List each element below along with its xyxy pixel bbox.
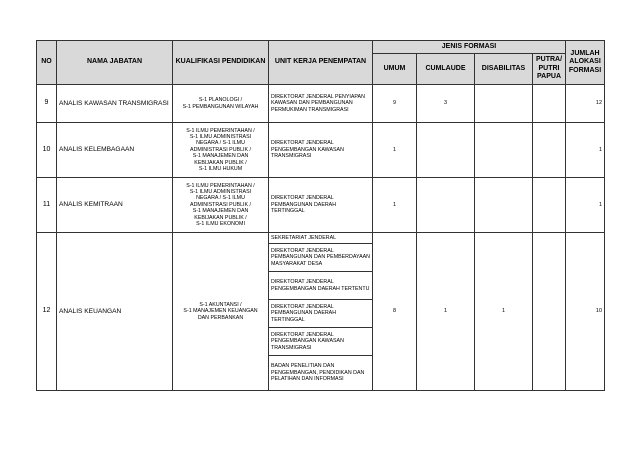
row-disabilitas — [475, 85, 533, 123]
row-unit-kerja: DIREKTORAT JENDERAL PEMBANGUNAN DAERAH TERTINGGAL — [269, 300, 373, 328]
header-jenis-formasi: JENIS FORMASI — [373, 41, 566, 54]
row-unit-kerja: DIREKTORAT JENDERAL PEMBANGUNAN DAERAH TERTINGGAL — [269, 178, 373, 233]
kualifikasi-line: NEGARA / S-1 ILMU — [196, 195, 245, 202]
row-nama-jabatan: ANALIS KEUANGAN — [57, 233, 173, 391]
header-kualifikasi: KUALIFIKASI PENDIDIKAN — [173, 41, 269, 85]
row-disabilitas — [475, 123, 533, 178]
row-umum: 1 — [373, 123, 417, 178]
kualifikasi-line: S-1 PEMBANGUNAN WILAYAH — [182, 103, 259, 110]
row-umum: 8 — [373, 233, 417, 391]
row-disabilitas — [475, 178, 533, 233]
row-no: 11 — [37, 178, 57, 233]
row-putra-papua — [533, 233, 566, 391]
kualifikasi-line: ADMINISTRASI PUBLIK / — [190, 146, 251, 153]
row-jumlah: 1 — [566, 178, 605, 233]
row-nama-jabatan: ANALIS KEMITRAAN — [57, 178, 173, 233]
row-unit-kerja: DIREKTORAT JENDERAL PENGEMBANGAN KAWASAN TRANSMIGRASI — [269, 123, 373, 178]
row-kualifikasi — [173, 233, 269, 391]
kualifikasi-line: S-1 ILMU PEMERINTAHAN / — [186, 127, 255, 134]
row-disabilitas: 1 — [475, 233, 533, 391]
row-putra-papua — [533, 123, 566, 178]
header-umum: UMUM — [373, 54, 417, 85]
row-kualifikasi — [173, 85, 269, 123]
kualifikasi-line: NEGARA / S-1 ILMU — [196, 140, 245, 147]
row-unit-kerja: DIREKTORAT JENDERAL PENYIAPAN KAWASAN DAN PEMBANGUNAN PERMUKIMAN TRANSMIGRASI — [269, 85, 373, 123]
row-no: 12 — [37, 233, 57, 391]
kualifikasi-line: S-1 ILMU PEMERINTAHAN / — [186, 182, 255, 189]
row-jumlah: 10 — [566, 233, 605, 391]
kualifikasi-line: S-1 MANAJEMEN KEUANGAN — [183, 308, 258, 315]
table-row — [37, 123, 605, 178]
kualifikasi-line: S-1 MANAJEMEN DAN — [192, 208, 249, 215]
row-kualifikasi — [173, 123, 269, 178]
row-no: 10 — [37, 123, 57, 178]
row-putra-papua — [533, 178, 566, 233]
row-nama-jabatan: ANALIS KELEMBAGAAN — [57, 123, 173, 178]
row-cumlaude: 3 — [417, 85, 475, 123]
kualifikasi-line: S-1 MANAJEMEN DAN — [192, 153, 249, 160]
row-unit-kerja: BADAN PENELITIAN DAN PENGEMBANGAN, PENDIDIKAN DAN PELATIHAN DAN INFORMASI — [269, 356, 373, 391]
header-no: NO — [37, 41, 57, 85]
kualifikasi-line: S-1 PLANOLOGI / — [198, 97, 243, 104]
header-nama-jabatan: NAMA JABATAN — [57, 41, 173, 85]
row-nama-jabatan: ANALIS KAWASAN TRANSMIGRASI — [57, 85, 173, 123]
kualifikasi-line: S-1 ILMU EKONOMI — [196, 220, 245, 227]
table-row — [37, 85, 605, 123]
kualifikasi-line: KEBIJAKAN PUBLIK / — [194, 159, 247, 166]
row-cumlaude — [417, 123, 475, 178]
row-umum: 9 — [373, 85, 417, 123]
row-cumlaude — [417, 178, 475, 233]
table-row — [37, 233, 605, 244]
kualifikasi-line: S-1 AKUNTANSI / — [199, 301, 242, 308]
row-umum: 1 — [373, 178, 417, 233]
row-no: 9 — [37, 85, 57, 123]
row-unit-kerja: DIREKTORAT JENDERAL PENGEMBANGAN KAWASAN TRANSMIGRASI — [269, 328, 373, 356]
header-unit-kerja: UNIT KERJA PENEMPATAN — [269, 41, 373, 85]
row-jumlah: 12 — [566, 85, 605, 123]
row-unit-kerja: DIREKTORAT JENDERAL PENGEMBANGAN DAERAH TERTENTU — [269, 272, 373, 300]
kualifikasi-line: S-1 ILMU ADMINISTRASI — [189, 134, 252, 141]
header-jumlah: JUMLAH ALOKASI FORMASI — [566, 41, 605, 85]
header-disabilitas: DISABILITAS — [475, 54, 533, 85]
row-kualifikasi — [173, 178, 269, 233]
kualifikasi-line: S-1 ILMU HUKUM — [198, 165, 243, 172]
row-cumlaude: 1 — [417, 233, 475, 391]
kualifikasi-line: DAN PERBANKAN — [197, 314, 244, 321]
row-jumlah: 1 — [566, 123, 605, 178]
row-putra-papua — [533, 85, 566, 123]
header-cumlaude: CUMLAUDE — [417, 54, 475, 85]
row-unit-kerja: SEKRETARIAT JENDERAL — [269, 233, 373, 244]
formasi-table — [36, 40, 605, 391]
table-row — [37, 178, 605, 233]
kualifikasi-line: S-1 ILMU ADMINISTRASI — [189, 189, 252, 196]
header-putra-papua: PUTRA/ PUTRI PAPUA — [533, 54, 566, 85]
kualifikasi-line: KEBIJAKAN PUBLIK / — [194, 214, 247, 221]
row-unit-kerja: DIREKTORAT JENDERAL PEMBANGUNAN DAN PEMBERDAYAAN MASYARAKAT DESA — [269, 244, 373, 272]
kualifikasi-line: ADMINISTRASI PUBLIK / — [190, 201, 251, 208]
